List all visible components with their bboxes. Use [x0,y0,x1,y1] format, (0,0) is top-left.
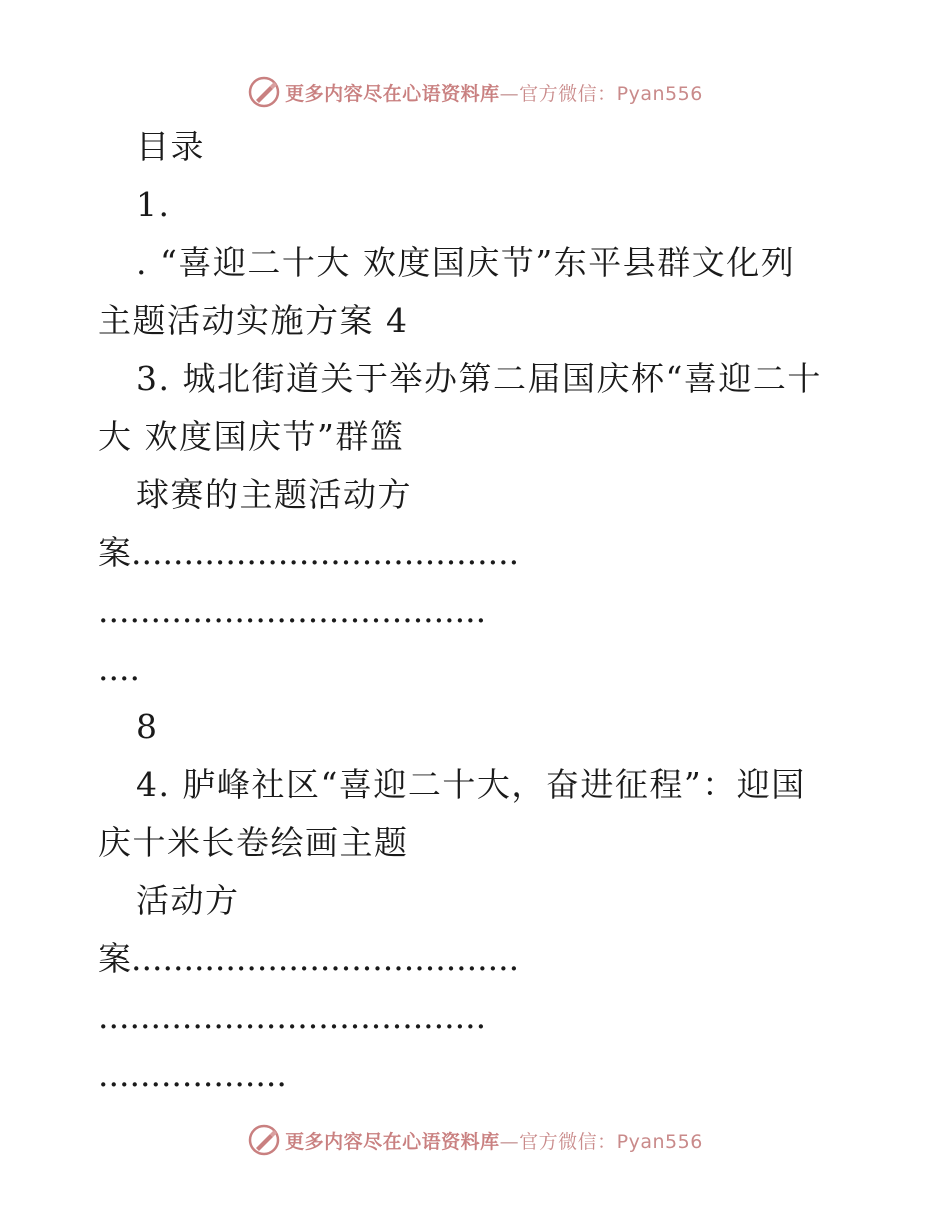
toc-line: 3. 城北街道关于举办第二届国庆杯“喜迎二十 [136,359,822,398]
toc-leader-line: ..................................... [98,591,487,630]
toc-line: 球赛的主题活动方 [136,475,412,514]
watermark-text: 更多内容尽在心语资料库—官方微信：Pyan556 [285,1130,703,1153]
toc-title: 目录 [136,127,205,166]
toc-line: 4. 胪峰社区“喜迎二十大，奋进征程”：迎国 [136,765,806,804]
pen-logo-icon [247,1123,281,1157]
toc-leader-line: .... [98,649,140,688]
table-of-contents [98,118,843,1104]
toc-page-number: 8 [136,707,159,746]
toc-leader-line: ..................................... [98,997,487,1036]
pen-logo-icon [247,75,281,109]
header-watermark [0,70,950,114]
toc-leader-line: 案..................................... [98,939,520,978]
toc-line: 大 欢度国庆节”群篮 [98,417,405,456]
toc-leader-line: .................. [98,1055,287,1094]
toc-leader-line: 案..................................... [98,533,520,572]
toc-line: 庆十米长卷绘画主题 [98,823,409,862]
footer-watermark [0,1118,950,1162]
toc-line: 主题活动实施方案 4 [98,301,409,340]
watermark-text: 更多内容尽在心语资料库—官方微信：Pyan556 [285,82,703,105]
toc-line: . “喜迎二十大 欢度国庆节”东平县群文化列 [136,243,796,282]
toc-line: 活动方 [136,881,240,920]
toc-line: 1. [136,185,171,224]
